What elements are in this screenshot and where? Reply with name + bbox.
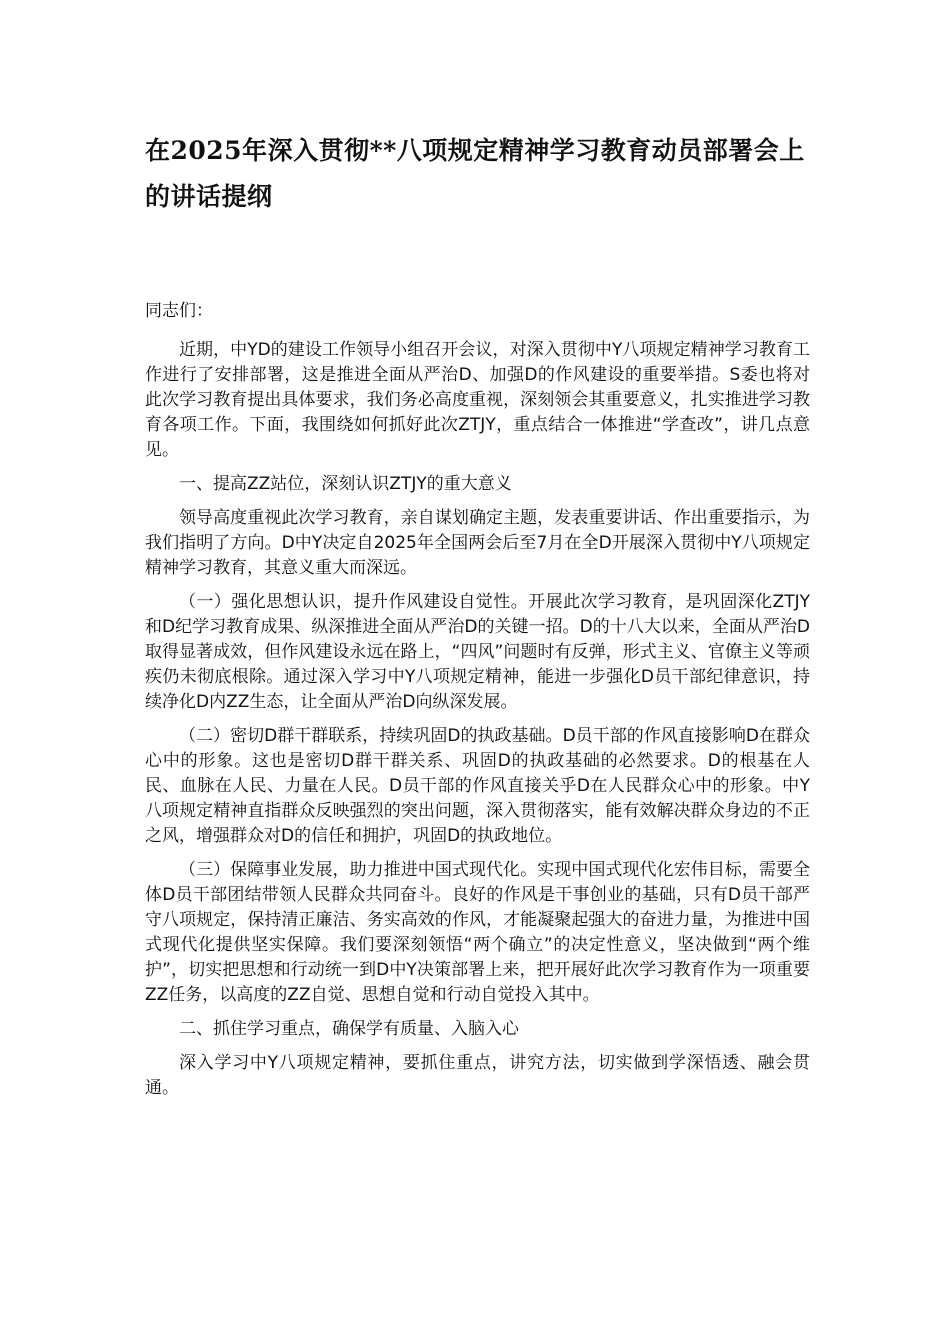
paragraph-section-2-intro: 深入学习中Y八项规定精神，要抓住重点，讲究方法，切实做到学深悟透、融会贯通。 <box>145 1053 810 1098</box>
section-heading-1: 一、提高ZZ站位，深刻认识ZTJY的重大意义 <box>179 474 512 494</box>
paragraph-point-3: （三）保障事业发展，助力推进中国式现代化。实现中国式现代化宏伟目标，需要全体D员干部团结带领人民群众共同奋斗。良好的作风是干事创业的基础，只有D员干部严守八项规定，保持清正廉洁、务实高效的作风，才能凝聚起强大的奋进力量，为推进中国式现代化提供坚实保障。我们要深刻领悟“两个确立”的决定性意义，坚决做到“两个维护”，切实把思想和行动统一到D中Y决策部署上来，把开展好此次学习教育作为一项重要ZZ任务，以高度的ZZ自觉、思想自觉和行动自觉投入其中。 <box>145 860 810 1005</box>
section-heading-2: 二、抓住学习重点，确保学有质量、入脑入心 <box>179 1019 519 1039</box>
paragraph-section-1-intro: 领导高度重视此次学习教育，亲自谋划确定主题，发表重要讲话、作出重要指示，为我们指明了方向。D中Y决定自2025年全国两会后至7月在全D开展深入贯彻中Y八项规定精神学习教育，其意义重大而深远。 <box>145 508 810 578</box>
paragraph-intro: 近期，中YD的建设工作领导小组召开会议，对深入贯彻中Y八项规定精神学习教育工作进行了安排部署，这是推进全面从严治D、加强D的作风建设的重要举措。S委也将对此次学习教育提出具体要求，我们务必高度重视，深刻领会其重要意义，扎实推进学习教育各项工作。下面，我围绕如何抓好此次ZTJY，重点结合一体推进“学查改”，讲几点意见。 <box>145 340 810 460</box>
salutation: 同志们： <box>145 301 213 321</box>
document-body <box>145 299 810 1110</box>
paragraph-point-2: （二）密切D群干群联系，持续巩固D的执政基础。D员干部的作风直接影响D在群众心中的形象。这也是密切D群干群关系、巩固D的执政基础的必然要求。D的根基在人民、血脉在人民、力量在人民。D员干部的作风直接关乎D在人民群众心中的形象。中Y八项规定精神直指群众反映强烈的突出问题，深入贯彻落实，能有效解决群众身边的不正之风，增强群众对D的信任和拥护，巩固D的执政地位。 <box>145 726 810 846</box>
paragraph-point-1: （一）强化思想认识，提升作风建设自觉性。开展此次学习教育，是巩固深化ZTJY和D纪学习教育成果、纵深推进全面从严治D的关键一招。D的十八大以来，全面从严治D取得显著成效，但作风建设永远在路上，“四风”问题时有反弹，形式主义、官僚主义等顽疾仍未彻底根除。通过深入学习中Y八项规定精神，能进一步强化D员干部纪律意识，持续净化D内ZZ生态，让全面从严治D向纵深发展。 <box>145 592 810 712</box>
document-title: 在2025年深入贯彻**八项规定精神学习教育动员部署会上的讲话提纲 <box>145 136 805 211</box>
